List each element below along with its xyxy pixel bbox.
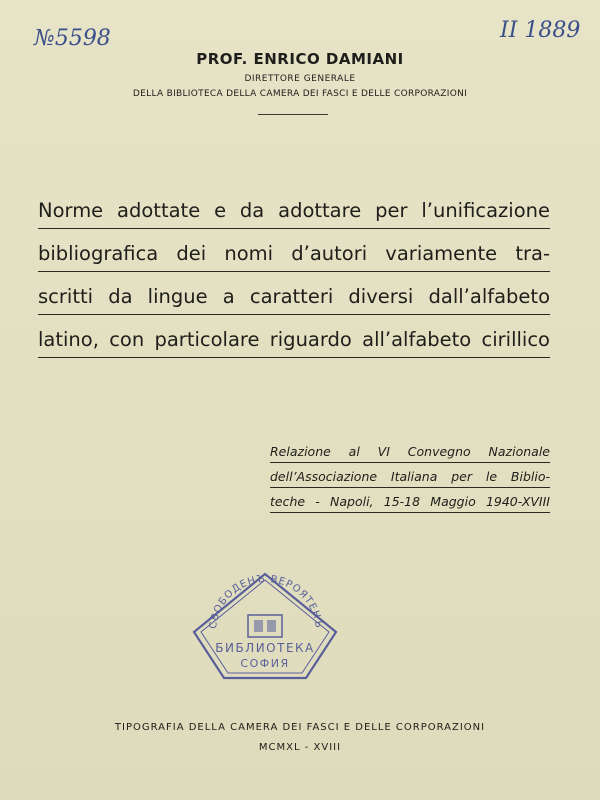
title-line: scritti da lingue a caratteri diversi dall’alfabeto [38,276,550,315]
subtitle-line: Relazione al VI Convegno Nazionale [270,440,550,463]
stamp-top-text: СВОБОДЕНЪ ВЕРОЯТЕНЪ [207,573,325,630]
header-divider [258,114,328,115]
author-role: DIRETTORE GENERALE [244,74,356,84]
title-line: latino, con particolare riguardo all’alfabeto cirillico [38,319,550,358]
handwritten-catalog-number: №5598 [34,26,111,51]
stamp-emblem-text: БИБЛИОТЕКА [215,641,315,655]
publication-year: MCMXL - XVIII [258,742,342,753]
title-line: bibliografica dei nomi d’autori variamente tra- [38,233,550,272]
title-line: Norme adottate e da adottare per l’unificazione [38,190,550,229]
author-institution: DELLA BIBLIOTECA DELLA CAMERA DEI FASCI E DELLE CORPORAZIONI [132,89,468,99]
publisher-name: TIPOGRAFIA DELLA CAMERA DEI FASCI E DELLE CORPORAZIONI [114,722,486,733]
author-name: PROF. ENRICO DAMIANI [196,50,404,68]
handwritten-shelf-code: II 1889 [500,18,581,43]
document-title [38,190,550,362]
stamp-emblem-icon [248,615,282,637]
stamp-bottom-text: СОФИЯ [240,657,290,670]
subtitle-line: dell’Associazione Italiana per le Biblio- [270,465,550,488]
library-stamp [188,570,343,685]
document-subtitle [270,440,550,515]
subtitle-line: teche - Napoli, 15-18 Maggio 1940-XVIII [270,490,550,513]
